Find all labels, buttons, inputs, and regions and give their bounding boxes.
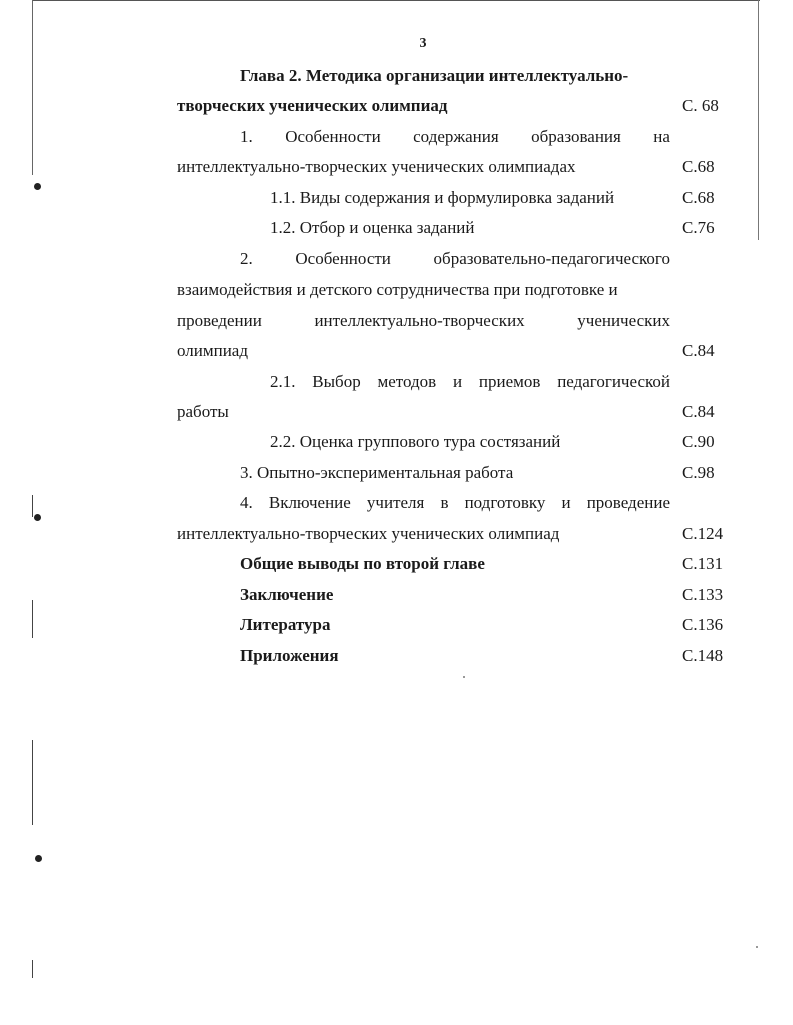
toc-entry-2-page: С.84	[682, 341, 715, 360]
scan-speck	[463, 676, 465, 678]
toc-word: Особенности	[295, 249, 391, 268]
toc-entry-3: 3. Опытно-экспериментальная работа	[240, 463, 514, 482]
toc-entry-2-1-line2: работы	[177, 402, 229, 421]
toc-entry-2-line2: взаимодействия и детского сотрудничества при подготовке и	[177, 280, 618, 299]
toc-entry-1-line1	[240, 126, 670, 148]
toc-literature-page: С.136	[682, 615, 724, 634]
toc-conclusions: Общие выводы по второй главе	[240, 554, 485, 573]
scan-mark	[32, 960, 33, 978]
toc-entry-1-line2: интеллектуально-творческих ученических олимпиадах	[177, 157, 576, 176]
toc-word: проведении	[177, 311, 262, 330]
toc-entry-1-page: С.68	[682, 157, 715, 176]
toc-word: Особенности	[285, 127, 381, 146]
toc-entry-1-1: 1.1. Виды содержания и формулировка заданий	[270, 188, 615, 207]
hole-punch-dot	[35, 855, 42, 862]
scan-mark	[32, 495, 33, 517]
scan-border-top	[32, 0, 760, 1]
chapter-page: С. 68	[682, 96, 719, 115]
toc-entry-1-2-page: С.76	[682, 218, 715, 237]
toc-entry-4-page: С.124	[682, 524, 724, 543]
toc-entry-3-page: С.98	[682, 463, 715, 482]
toc-conclusion-page: С.133	[682, 585, 724, 604]
toc-conclusion: Заключение	[240, 585, 334, 604]
hole-punch-dot	[34, 514, 41, 521]
toc-entry-2-2-page: С.90	[682, 432, 715, 451]
toc-entry-4-line1: 4. Включение учителя в подготовку и проведение	[240, 493, 670, 512]
toc-entry-2-1-page: С.84	[682, 402, 715, 421]
toc-word: образовательно-педагогического	[433, 249, 670, 268]
toc-word: на	[653, 127, 670, 146]
chapter-title-line2: творческих ученических олимпиад	[177, 96, 448, 115]
scan-border-left	[32, 0, 33, 175]
page-number: 3	[419, 36, 427, 51]
chapter-title-line1: Глава 2. Методика организации интеллектуально-	[240, 66, 629, 85]
toc-word: 2.	[240, 249, 253, 268]
toc-entry-2-line3	[177, 310, 670, 332]
scan-mark	[32, 740, 33, 825]
toc-appendices: Приложения	[240, 646, 339, 665]
toc-word: образования	[531, 127, 621, 146]
hole-punch-dot	[34, 183, 41, 190]
toc-entry-1-1-page: С.68	[682, 188, 715, 207]
toc-entry-2-line1	[240, 248, 670, 270]
toc-entry-2-2: 2.2. Оценка группового тура состязаний	[270, 432, 561, 451]
scan-speck	[756, 946, 758, 948]
toc-literature: Литература	[240, 615, 331, 634]
toc-word: ученических	[577, 311, 670, 330]
toc-entry-4-line2: интеллектуально-творческих ученических олимпиад	[177, 524, 560, 543]
toc-entry-2-1-line1: 2.1. Выбор методов и приемов педагогической	[270, 372, 670, 391]
toc-appendices-page: С.148	[682, 646, 724, 665]
toc-word: содержания	[413, 127, 499, 146]
toc-word: интеллектуально-творческих	[314, 311, 525, 330]
toc-entry-1-2: 1.2. Отбор и оценка заданий	[270, 218, 475, 237]
toc-entry-2-line4: олимпиад	[177, 341, 249, 360]
toc-word: 1.	[240, 127, 253, 146]
toc-conclusions-page: С.131	[682, 554, 724, 573]
scan-mark	[32, 600, 33, 638]
